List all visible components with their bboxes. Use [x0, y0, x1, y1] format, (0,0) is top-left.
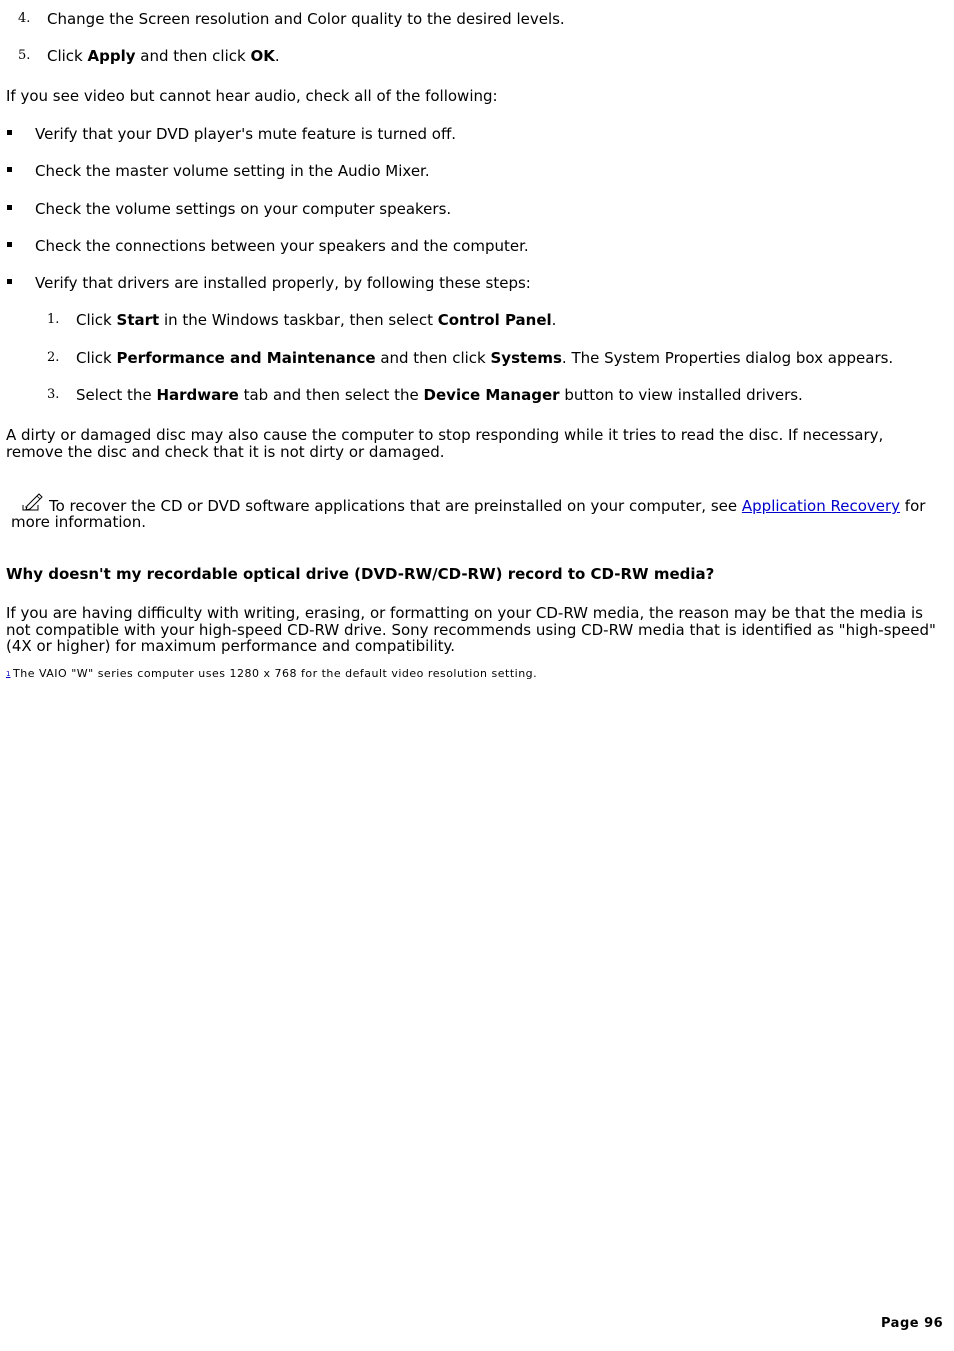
- driver-step-1-number: 1.: [47, 312, 60, 327]
- step-5-text: Click Apply and then click OK.: [47, 47, 280, 65]
- step-4-number: 4.: [18, 11, 31, 26]
- performance-maintenance-label: Performance and Maintenance: [116, 349, 376, 367]
- systems-label: Systems: [490, 349, 562, 367]
- bullet-marker: [7, 242, 12, 247]
- bullet-item-mute: Verify that your DVD player's mute feature is turned off.: [35, 125, 457, 143]
- device-manager-label: Device Manager: [423, 386, 560, 404]
- bullet-marker: [7, 205, 12, 210]
- question-heading: Why doesn't my recordable optical drive (DVD-RW/CD-RW) record to CD-RW media?: [6, 565, 715, 583]
- driver-step-1-text: Click Start in the Windows taskbar, then select Control Panel.: [76, 311, 557, 329]
- start-label: Start: [116, 311, 160, 329]
- driver-step-2-text: Click Performance and Maintenance and then click Systems. The System Properties dialog box appears.: [76, 349, 894, 367]
- bullet-item-connections: Check the connections between your speakers and the computer.: [35, 237, 529, 255]
- driver-step-3-number: 3.: [47, 387, 60, 402]
- note-text-line-2: more information.: [11, 513, 146, 531]
- bullet-item-master-volume: Check the master volume setting in the Audio Mixer.: [35, 162, 430, 180]
- bullet-marker: [7, 279, 12, 284]
- bullet-item-drivers: Verify that drivers are installed properly, by following these steps:: [35, 274, 531, 292]
- bullet-marker: [7, 167, 12, 172]
- dirty-disc-line-2: remove the disc and check that it is not dirty or damaged.: [6, 443, 445, 461]
- apply-label: Apply: [87, 47, 136, 65]
- answer-line-1: If you are having difficulty with writing, erasing, or formatting on your CD-RW media, the reason may be that the media is: [6, 604, 923, 622]
- footnote-mark-link[interactable]: 1: [6, 670, 11, 678]
- note-pen-icon: [21, 492, 45, 512]
- page-number: Page 96: [881, 1316, 944, 1331]
- step-4-text: Change the Screen resolution and Color quality to the desired levels.: [47, 10, 565, 28]
- answer-line-2: not compatible with your high-speed CD-RW drive. Sony recommends using CD-RW media that is identified as "high-speed": [6, 621, 936, 639]
- bullet-item-speaker-volume: Check the volume settings on your computer speakers.: [35, 200, 452, 218]
- application-recovery-link[interactable]: Application Recovery: [741, 497, 901, 515]
- note-text-line-1: To recover the CD or DVD software applications that are preinstalled on your computer, see Application Recovery for: [49, 497, 926, 515]
- control-panel-label: Control Panel: [437, 311, 552, 329]
- dirty-disc-line-1: A dirty or damaged disc may also cause the computer to stop responding while it tries to read the disc. If necessary,: [6, 426, 884, 444]
- footnote-text: The VAIO "W" series computer uses 1280 x 768 for the default video resolution setting.: [13, 667, 538, 680]
- answer-line-3: (4X or higher) for maximum performance and compatibility.: [6, 637, 456, 655]
- driver-step-2-number: 2.: [47, 350, 60, 365]
- bullet-marker: [7, 130, 12, 135]
- audio-intro: If you see video but cannot hear audio, check all of the following:: [6, 87, 498, 105]
- ok-label: OK: [250, 47, 275, 65]
- driver-step-3-text: Select the Hardware tab and then select the Device Manager button to view installed drivers.: [76, 386, 803, 404]
- hardware-label: Hardware: [156, 386, 239, 404]
- step-5-number: 5.: [18, 48, 31, 63]
